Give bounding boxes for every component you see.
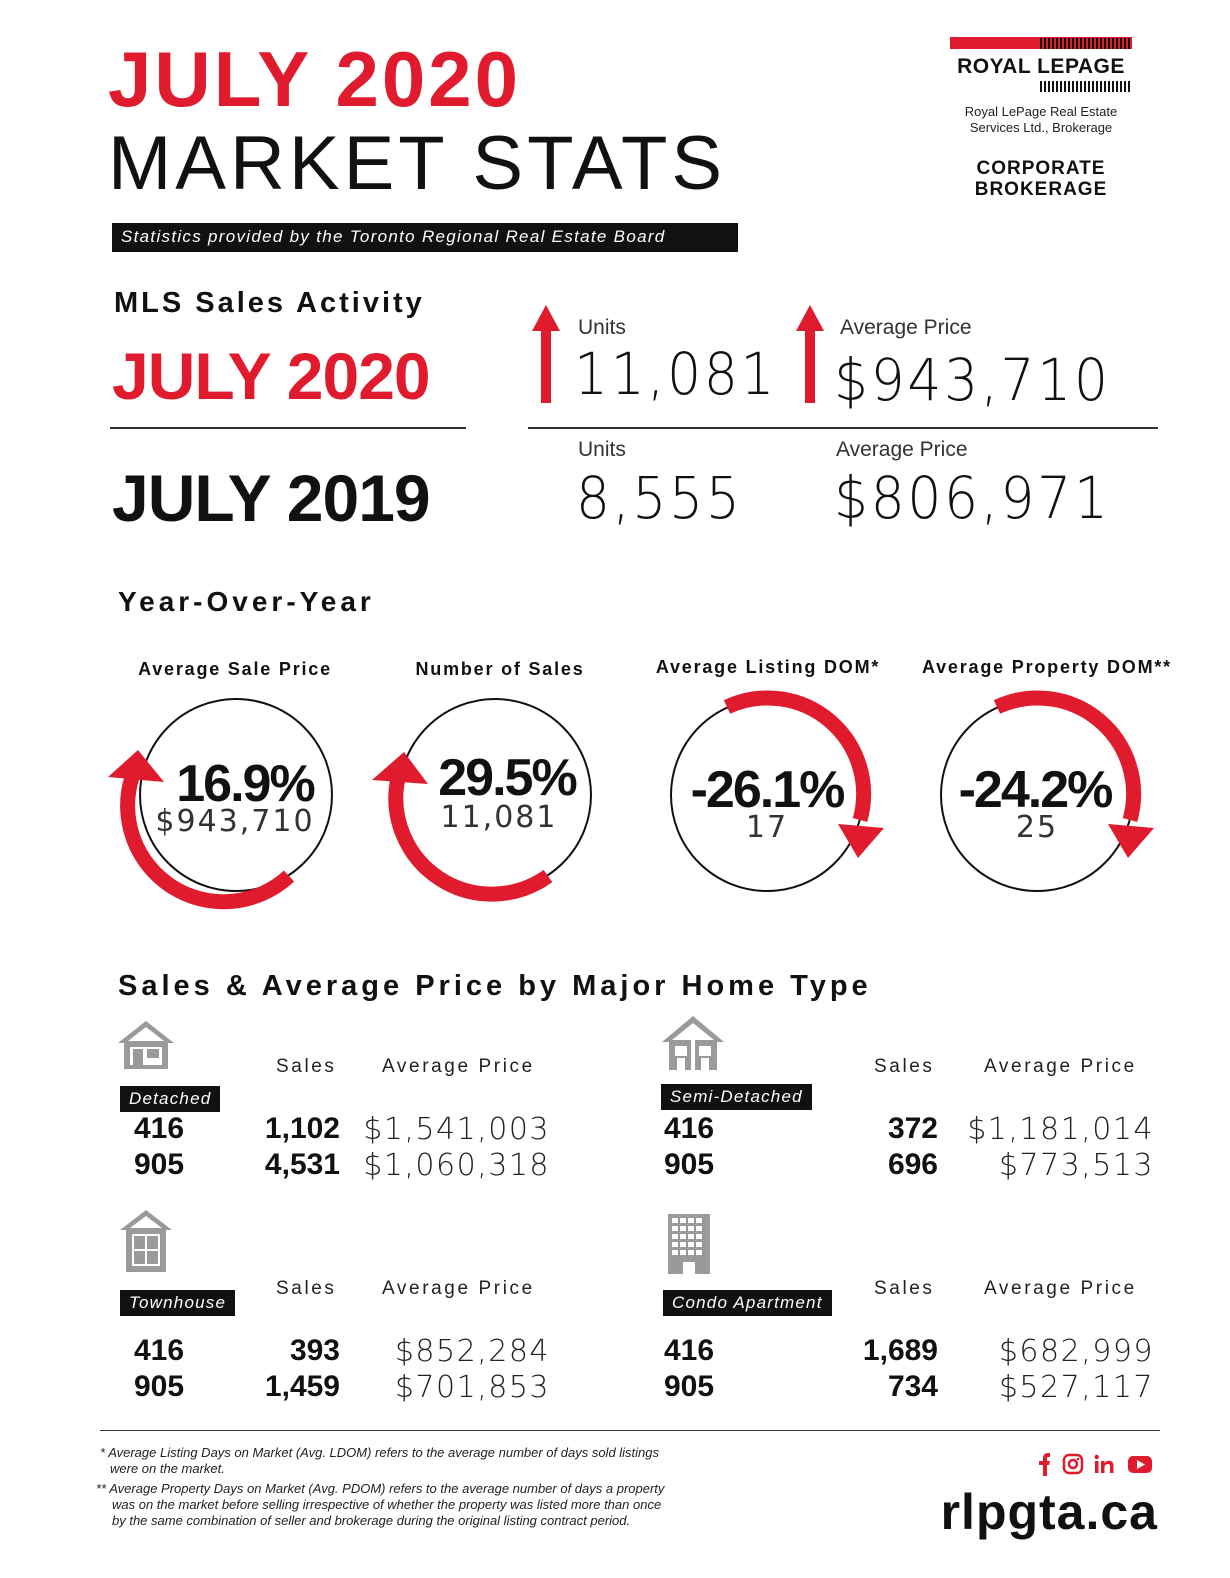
source-banner: Statistics provided by the Toronto Regional Real Estate Board bbox=[112, 223, 738, 252]
area-code: 416 bbox=[664, 1334, 715, 1367]
price-label-previous: Average Price bbox=[836, 438, 968, 461]
logo-barcode-top bbox=[1040, 38, 1130, 49]
home-type-tag-detached: Detached bbox=[120, 1086, 220, 1112]
logo-barcode-bottom bbox=[1040, 81, 1130, 92]
price-col-header: Average Price bbox=[984, 1056, 1137, 1077]
facebook-icon bbox=[1039, 1453, 1050, 1476]
social-icons bbox=[1034, 1452, 1154, 1478]
price-col-header: Average Price bbox=[382, 1278, 535, 1299]
footer-divider bbox=[100, 1430, 1160, 1431]
divider-right bbox=[528, 427, 1158, 429]
units-label-current: Units bbox=[578, 316, 626, 339]
price-col-header: Average Price bbox=[382, 1056, 535, 1077]
sales-value: 696 bbox=[887, 1148, 938, 1181]
yoy-label-property-dom: Average Property DOM** bbox=[921, 657, 1172, 677]
avg-price-value: $773,513 bbox=[998, 1148, 1154, 1183]
avg-price-value: $852,284 bbox=[394, 1334, 550, 1369]
area-code: 416 bbox=[134, 1334, 185, 1367]
price-label-current: Average Price bbox=[840, 316, 972, 339]
area-code: 905 bbox=[134, 1370, 185, 1403]
yoy-pct-property-dom: -24.2% bbox=[958, 761, 1112, 819]
sales-value: 372 bbox=[887, 1112, 938, 1145]
yoy-pct-number-sales: 29.5% bbox=[438, 749, 576, 807]
area-code: 905 bbox=[134, 1148, 185, 1181]
avg-price-value: $701,853 bbox=[394, 1370, 550, 1405]
yoy-pct-sale-price: 16.9% bbox=[176, 755, 314, 813]
condo-building-icon bbox=[666, 1212, 712, 1276]
semi-detached-icon bbox=[660, 1014, 726, 1072]
sales-value: 1,102 bbox=[264, 1112, 340, 1145]
sales-value: 1,689 bbox=[862, 1334, 938, 1367]
home-types-heading: Sales & Average Price by Major Home Type bbox=[118, 970, 872, 1002]
footnote-pdom: ** Average Property Days on Market (Avg. PDOM) refers to the average number of days a property was on the market before selling irrespective of whether the property was listed more than once by the same combination of seller and brokerage during the original listing contract period. bbox=[96, 1481, 665, 1528]
avg-price-value: $682,999 bbox=[998, 1334, 1154, 1369]
mls-sales-heading: MLS Sales Activity bbox=[114, 287, 425, 319]
area-code: 416 bbox=[134, 1112, 185, 1145]
townhouse-icon bbox=[118, 1208, 174, 1274]
house-icon bbox=[116, 1019, 176, 1071]
units-label-previous: Units bbox=[578, 438, 626, 461]
yoy-value-property-dom: 25 bbox=[1015, 810, 1059, 845]
page-title: MARKET STATS bbox=[108, 121, 727, 206]
home-type-tag-condo: Condo Apartment bbox=[663, 1290, 832, 1316]
yoy-heading: Year-Over-Year bbox=[118, 586, 375, 617]
price-previous: $806,971 bbox=[834, 464, 1111, 532]
home-type-tag-semi-detached: Semi-Detached bbox=[661, 1084, 812, 1110]
sales-col-header: Sales bbox=[276, 1056, 337, 1077]
instagram-icon bbox=[1064, 1455, 1082, 1473]
sales-value: 393 bbox=[289, 1334, 340, 1367]
previous-period: JULY 2019 bbox=[112, 461, 430, 535]
area-code: 905 bbox=[664, 1370, 715, 1403]
price-current: $943,710 bbox=[834, 346, 1111, 414]
sales-value: 734 bbox=[887, 1370, 938, 1403]
yoy-value-sale-price: $943,710 bbox=[155, 804, 315, 839]
logo-brand: ROYAL LEPAGE bbox=[957, 55, 1125, 78]
footnote-ldom: * Average Listing Days on Market (Avg. LDOM) refers to the average number of days sold listings were on the market. bbox=[100, 1445, 660, 1476]
logo-corporate-brokerage: CORPORATE BROKERAGE bbox=[974, 158, 1108, 200]
yoy-label-sale-price: Average Sale Price bbox=[138, 659, 332, 679]
home-type-tag-townhouse: Townhouse bbox=[120, 1290, 235, 1316]
arrow-up-icon bbox=[532, 305, 560, 403]
avg-price-value: $1,060,318 bbox=[363, 1148, 550, 1183]
sales-value: 4,531 bbox=[264, 1148, 340, 1181]
logo-subtitle: Royal LePage Real Estate Services Ltd., Brokerage bbox=[964, 104, 1118, 135]
price-col-header: Average Price bbox=[984, 1278, 1137, 1299]
arrow-up-icon bbox=[796, 305, 824, 403]
website-url[interactable]: rlpgta.ca bbox=[940, 1484, 1158, 1540]
yoy-value-number-sales: 11,081 bbox=[440, 800, 558, 835]
avg-price-value: $1,541,003 bbox=[363, 1112, 550, 1147]
units-current: 11,081 bbox=[574, 340, 778, 408]
sales-value: 1,459 bbox=[264, 1370, 340, 1403]
area-code: 416 bbox=[664, 1112, 715, 1145]
linkedin-icon bbox=[1095, 1455, 1114, 1473]
yoy-label-listing-dom: Average Listing DOM* bbox=[655, 657, 881, 677]
current-period: JULY 2020 bbox=[112, 339, 430, 413]
sales-col-header: Sales bbox=[874, 1278, 935, 1299]
sales-col-header: Sales bbox=[874, 1056, 935, 1077]
yoy-pct-listing-dom: -26.1% bbox=[690, 761, 844, 819]
avg-price-value: $1,181,014 bbox=[967, 1112, 1154, 1147]
youtube-icon bbox=[1128, 1456, 1152, 1473]
yoy-label-number-sales: Number of Sales bbox=[415, 659, 585, 679]
page-title-month: JULY 2020 bbox=[108, 35, 522, 123]
units-previous: 8,555 bbox=[576, 464, 743, 532]
area-code: 905 bbox=[664, 1148, 715, 1181]
divider-left bbox=[110, 427, 466, 429]
sales-col-header: Sales bbox=[276, 1278, 337, 1299]
yoy-value-listing-dom: 17 bbox=[745, 810, 789, 845]
avg-price-value: $527,117 bbox=[998, 1370, 1154, 1405]
